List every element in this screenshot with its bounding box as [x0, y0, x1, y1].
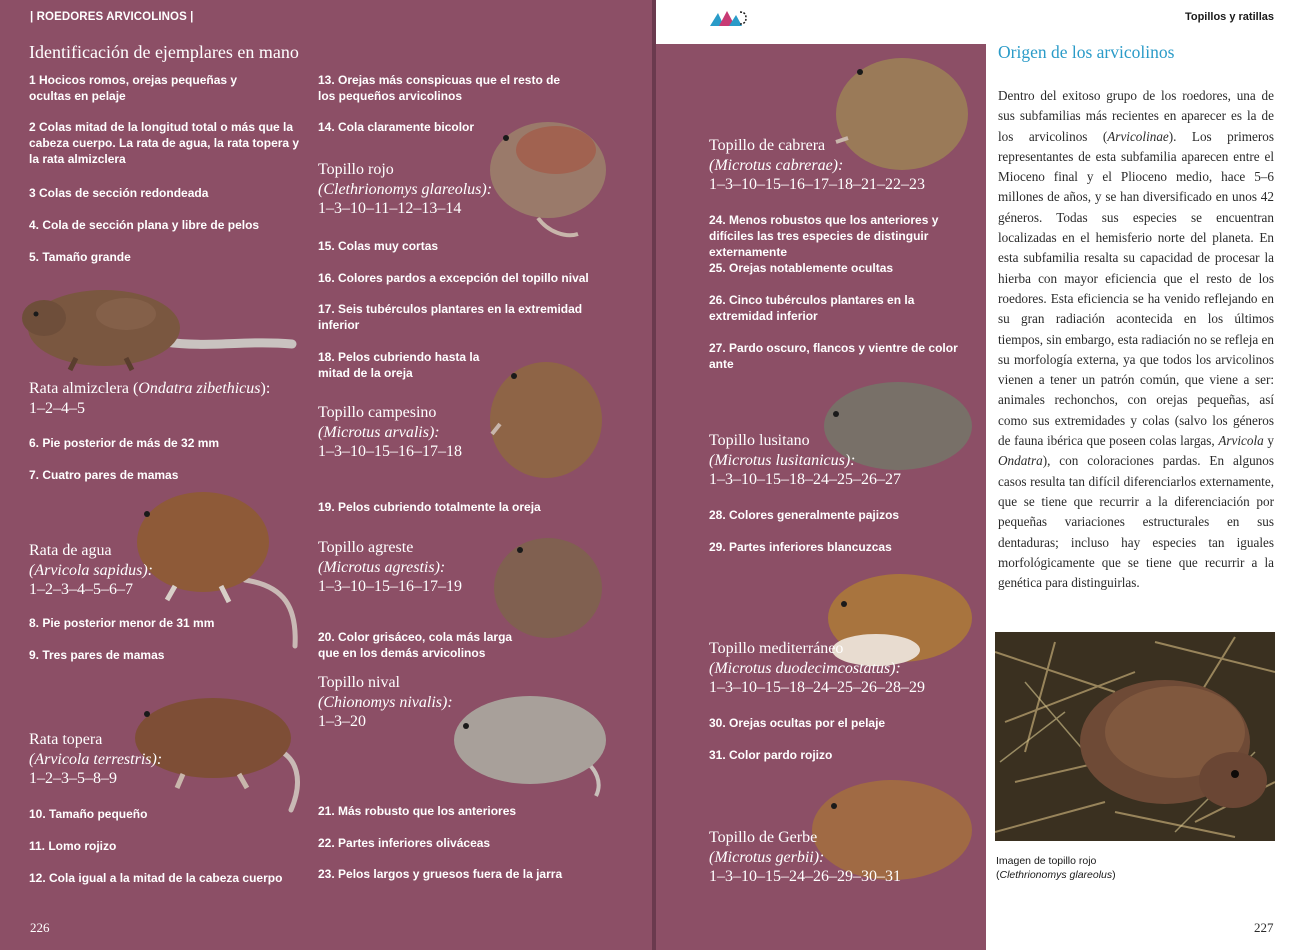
body-text: Dentro del exitoso grupo de los roedores, una de sus subfamilias más recientes en aparecer es la de los arvicolinos (Arvicolinae). Los primeros representantes de esta subfamilia aparecen entre el Mioceno final y el Plioceno medio, hace 5–6 millones de años, y se han diversificado en unos 42 géneros. Todas sus especies se encuentran localizadas en el hemisferio norte del planeta. En esta subfamilia resalta su capacidad de procesar la hierba con mayor eficiencia que el resto de los roedores. Esta eficiencia se ha venido reflejando en su gran radiación acontecida en los últimos tiempos, sin embargo, esta radiación no se refleja en su morfología externa, ya que todos los arvicolinos vienen a tener un patrón común, que viene a ser: animales rechonchos, con orejas pequeñas, así como sus extremidades y colas (salvo los géneros de fauna ibérica que poseen colas largas, Arvicola y Ondatra), con coloraciones pardas. En algunos casos resulta tan difícil diferenciarlos externamente, que se tiene que recurrir a la diferenciación por pequeñas variaciones estructurales en sus dentaduras; incluso hay especies tan iguales morfológicamente que se tiene que recurrir a la genética para distinguirlas. — [998, 88, 1274, 591]
left-running-header: | ROEDORES ARVICOLINOS | — [30, 11, 194, 23]
species-topillo-de-cabrera: Topillo de cabrera (Microtus cabrerae): 1–3–10–15–16–17–18–21–22–23 — [709, 137, 925, 193]
key-item-9: 9. Tres pares de mamas — [29, 648, 165, 662]
species-topillo-agreste: Topillo agreste (Microtus agrestis): 1–3–10–15–16–17–19 — [318, 539, 462, 595]
page-title: Identificación de ejemplares en mano — [29, 42, 299, 62]
key-item-28: 28. Colores generalmente pajizos — [709, 508, 900, 522]
species-topillo-campesino: Topillo campesino (Microtus arvalis): 1–3–10–15–16–17–18 — [318, 404, 462, 460]
right-page — [656, 0, 1304, 950]
section-title: Origen de los arvicolinos — [998, 42, 1175, 62]
key-item-22: 22. Partes inferiores oliváceas — [318, 836, 491, 850]
species-topillo-nival: Topillo nival (Chionomys nivalis): 1–3–20 — [318, 674, 453, 730]
key-item-27: 27. Pardo oscuro, flancos y vientre de color ante — [709, 341, 958, 371]
key-item-31: 31. Color pardo rojizo — [709, 748, 833, 762]
photo-caption: Imagen de topillo rojo (Clethrionomys glareolus) — [996, 855, 1116, 881]
key-item-25: 25. Orejas notablemente ocultas — [709, 261, 894, 275]
right-running-header: Topillos y ratillas — [1184, 11, 1274, 23]
key-item-14: 14. Cola claramente bicolor — [318, 120, 475, 134]
key-item-29: 29. Partes inferiores blancuzcas — [709, 540, 892, 554]
key-item-15: 15. Colas muy cortas — [318, 239, 439, 253]
page-number-left: 226 — [30, 920, 50, 935]
key-item-6: 6. Pie posterior de más de 32 mm — [29, 436, 220, 450]
key-item-20: 20. Color grisáceo, cola más larga que en los demás arvicolinos — [318, 630, 513, 660]
rata-almizclera-illustration — [16, 270, 296, 374]
topillo-rojo-photo — [995, 632, 1275, 841]
key-item-13: 13. Orejas más conspicuas que el resto de los pequeños arvicolinos — [318, 73, 561, 103]
logo-icon — [710, 9, 748, 27]
species-rata-de-agua: Rata de agua (Arvicola sapidus): 1–2–3–4–5–6–7 — [29, 542, 153, 598]
key-item-18: 18. Pelos cubriendo hasta la mitad de la oreja — [318, 350, 480, 380]
page-number-right: 227 — [1254, 920, 1274, 935]
species-rata-topera: Rata topera (Arvicola terrestris): 1–2–3–5–8–9 — [29, 731, 163, 787]
key-item-10: 10. Tamaño pequeño — [29, 807, 148, 821]
key-item-17: 17. Seis tubérculos plantares en la extremidad inferior — [318, 302, 583, 332]
right-key-column — [656, 44, 986, 950]
key-item-12: 12. Cola igual a la mitad de la cabeza cuerpo — [29, 871, 283, 885]
key-item-1: 1 Hocicos romos, orejas pequeñas y ocultas en pelaje — [29, 73, 238, 103]
key-item-21: 21. Más robusto que los anteriores — [318, 804, 517, 818]
key-item-4: 4. Cola de sección plana y libre de pelos — [29, 218, 260, 232]
key-item-2: 2 Colas mitad de la longitud total o más que la cabeza cuerpo. La rata de agua, la rata topera y la rata almizclera — [29, 120, 300, 166]
key-item-3: 3 Colas de sección redondeada — [29, 186, 209, 200]
key-item-11: 11. Lomo rojizo — [29, 839, 117, 853]
species-rata-almizclera: Rata almizclera (Ondatra zibethicus): 1–2–4–5 — [29, 379, 329, 418]
key-item-23: 23. Pelos largos y gruesos fuera de la jarra — [318, 867, 563, 881]
key-item-7: 7. Cuatro pares de mamas — [29, 468, 179, 482]
species-topillo-mediterraneo: Topillo mediterráneo (Microtus duodecimcostatus): 1–3–10–15–18–24–25–26–28–29 — [709, 640, 925, 696]
species-topillo-de-gerbe: Topillo de Gerbe (Microtus gerbii): 1–3–10–15–24–26–29–30–31 — [709, 829, 901, 885]
key-item-24: 24. Menos robustos que los anteriores y difíciles las tres especies de distinguir externamente — [709, 213, 939, 259]
species-topillo-rojo: Topillo rojo (Clethrionomys glareolus): 1–3–10–11–12–13–14 — [318, 161, 493, 217]
key-item-5: 5. Tamaño grande — [29, 250, 131, 264]
key-item-16: 16. Colores pardos a excepción del topillo nival — [318, 271, 589, 285]
species-topillo-lusitano: Topillo lusitano (Microtus lusitanicus): 1–3–10–15–18–24–25–26–27 — [709, 432, 901, 488]
species-codes: 1–2–4–5 — [29, 399, 85, 417]
key-item-8: 8. Pie posterior menor de 31 mm — [29, 616, 215, 630]
key-item-19: 19. Pelos cubriendo totalmente la oreja — [318, 500, 541, 514]
key-item-30: 30. Orejas ocultas por el pelaje — [709, 716, 886, 730]
key-item-26: 26. Cinco tubérculos plantares en la extremidad inferior — [709, 293, 915, 323]
